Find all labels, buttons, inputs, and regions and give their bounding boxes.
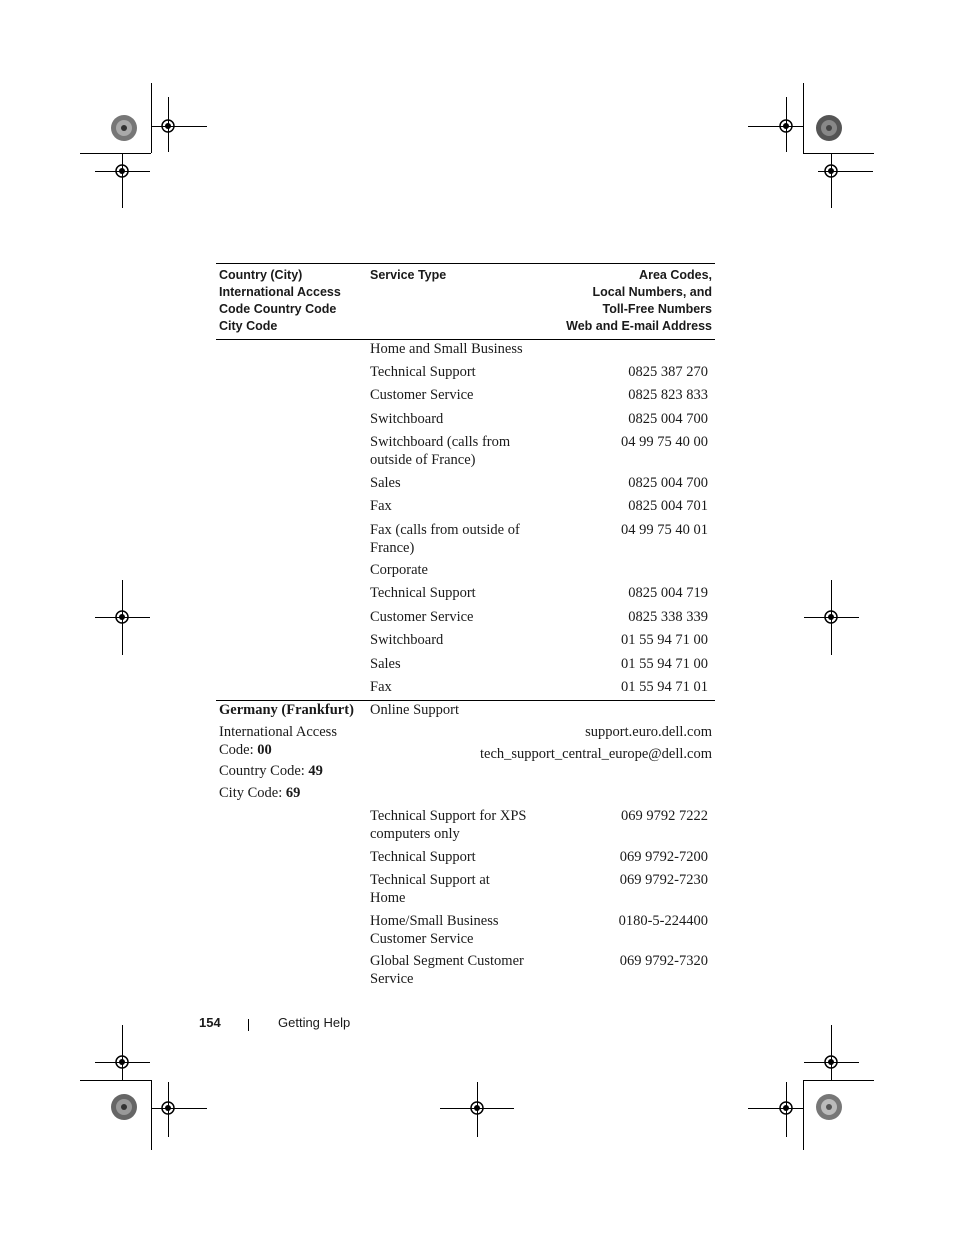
crosshair-icon [111,160,133,182]
country-code [219,763,359,781]
service-type: Fax (calls from outside of France) [370,522,520,556]
header-line: Toll-Free Numbers [602,302,712,316]
phone-number: 0825 004 700 [628,411,708,427]
crosshair-icon [111,606,133,628]
phone-number: 0825 823 833 [628,387,708,403]
header-numbers-column [566,267,712,335]
crosshair-icon [820,606,842,628]
crosshair-icon [111,1051,133,1073]
phone-number: 069 9792-7320 [619,953,708,969]
section-divider [216,700,715,701]
rosette-icon [110,114,138,142]
service-type: Technical Support at Home [370,872,490,906]
header-line: Local Numbers, and [592,285,712,299]
crosshair-icon [775,1097,797,1119]
rosette-icon [815,114,843,142]
footer-separator [248,1019,249,1031]
header-line: Country (City) [219,268,303,282]
access-code-value: 00 [257,741,272,758]
city-code-label: City Code: [219,785,286,801]
service-type: Global Segment Customer Service [370,953,524,987]
service-type: Home and Small Business [370,341,523,357]
crosshair-icon [820,1051,842,1073]
service-type: Home/Small Business Customer Service [370,913,499,947]
crosshair-icon [820,160,842,182]
phone-number: 0825 338 339 [628,609,708,625]
service-type: Fax [370,498,392,514]
service-type: Technical Support [370,585,476,601]
access-code-label: International Access Code: [219,724,337,758]
crosshair-icon [775,115,797,137]
service-type: Customer Service [370,387,474,403]
phone-number: 04 99 75 40 00 [621,434,708,450]
phone-number: 04 99 75 40 01 [621,522,708,538]
phone-number: 0825 004 700 [628,475,708,491]
header-line: Area Codes, [639,268,712,282]
section-title: Getting Help [278,1015,351,1030]
service-type: Technical Support [370,364,476,380]
phone-number: 01 55 94 71 01 [621,679,708,695]
phone-number: 0825 004 719 [628,585,708,601]
service-type: Customer Service [370,609,474,625]
service-type: Switchboard [370,632,444,648]
service-type: Technical Support [370,849,476,865]
country-name: Germany (Frankfurt) [219,702,354,718]
header-line: City Code [219,319,278,333]
phone-number: 069 9792-7230 [619,872,708,888]
rosette-icon [815,1093,843,1121]
service-type: Corporate [370,562,428,578]
phone-number: 069 9792-7200 [619,849,708,865]
header-service-column [370,267,446,284]
phone-number: 01 55 94 71 00 [621,632,708,648]
page-number: 154 [199,1015,221,1030]
phone-number: 069 9792 7222 [621,808,708,824]
header-line: International Access [219,285,341,299]
service-type: Online Support [370,702,460,718]
access-code [219,724,359,759]
country-code-label: Country Code: [219,763,309,779]
service-type: Sales [370,656,401,672]
header-line: Service Type [370,268,447,282]
phone-number: 0825 387 270 [628,364,708,380]
service-type: Switchboard [370,411,444,427]
email-link[interactable]: tech_support_central_europe@dell.com [480,746,712,762]
header-line: Web and E-mail Address [566,319,712,333]
service-type: Fax [370,679,392,695]
website-link[interactable]: support.euro.dell.com [585,724,712,740]
city-code [219,785,359,803]
rosette-icon [110,1093,138,1121]
crosshair-icon [466,1097,488,1119]
city-code-value: 69 [285,785,301,801]
header-line: Code Country Code [219,302,337,316]
contact-table [216,263,715,987]
country-code-value: 49 [308,763,323,779]
header-country-column [219,267,364,335]
crosshair-icon [157,1097,179,1119]
service-type: Technical Support for XPS computers only [370,808,527,842]
table-header [216,263,715,340]
phone-number: 0180-5-224400 [618,913,708,929]
crosshair-icon [157,115,179,137]
service-type: Switchboard (calls from outside of France) [370,434,511,468]
phone-number: 0825 004 701 [628,498,708,514]
phone-number: 01 55 94 71 00 [621,656,708,672]
service-type: Sales [370,475,401,491]
